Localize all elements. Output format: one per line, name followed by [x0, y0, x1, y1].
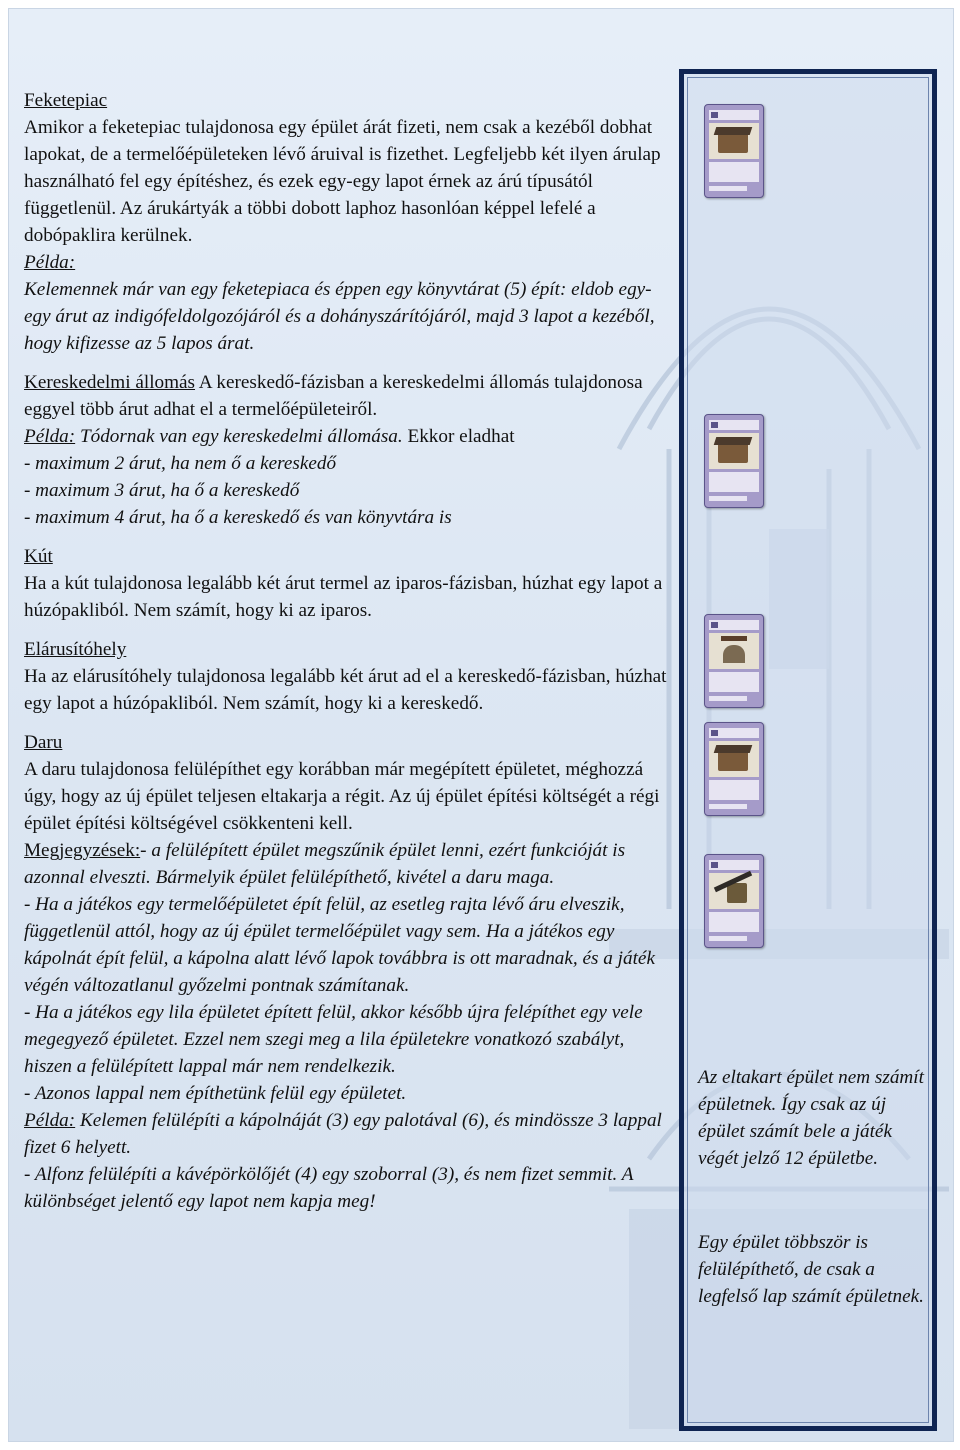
section-spacer — [24, 624, 674, 636]
well-card-icon — [704, 614, 764, 708]
sidebar-panel — [679, 69, 937, 1431]
feketepiac-example-label: Példa: — [24, 252, 76, 273]
kut-body: Ha a kút tulajdonosa legalább két árut termel az iparos-fázisban, húzhat egy lapot a húzópakliból. Nem számít, hogy ki az iparos. — [24, 573, 663, 621]
daru-note-item: - Azonos lappal nem építhetünk felül egy épületet. — [24, 1083, 407, 1104]
sidebar-note-2 — [698, 1229, 930, 1310]
daru-final-note: - Alfonz felülépíti a kávépörkölőjét (4) egy szoborral (3), és nem fizet semmit. A különbséget jelentő egy lapot nem kapja meg! — [24, 1164, 634, 1212]
sidebar-note-1 — [698, 1064, 930, 1172]
daru-note-item: - Ha a játékos egy termelőépületet épít felül, az esetleg rajta lévő áru elveszik, függetlenül attól, hogy az új épület termelőépület vagy sem. Ha a játékos egy kápolnát épít felül, a kápolna alatt lévő lapok továbbra is ott maradnak, és a játék végén változatlanul győzelmi pontnak számítanak. — [24, 894, 655, 996]
section-title-kereskedelmi: Kereskedelmi állomás — [24, 372, 196, 393]
trading-post-card-icon — [704, 414, 764, 508]
section-title-elarusitohely: Elárusítóhely — [24, 639, 127, 660]
sidebar-note-2-text: Egy épület többször is felülépíthető, de csak a legfelső lap számít épületnek. — [698, 1232, 924, 1307]
kereskedelmi-example-after: Ekkor eladhat — [402, 426, 515, 447]
kereskedelmi-list-item: - maximum 4 árut, ha ő a kereskedő és van könyvtára is — [24, 507, 452, 528]
kereskedelmi-list-item: - maximum 3 árut, ha ő a kereskedő — [24, 480, 300, 501]
elarusitohely-body: Ha az elárusítóhely tulajdonosa legalább két árut ad el a kereskedő-fázisban, húzhat egy lapot a húzópakliból. Nem számít, hogy ki a kereskedő. — [24, 666, 667, 714]
kereskedelmi-body: A kereskedő-fázisban a kereskedelmi állomás tulajdonosa eggyel több árut adhat el a termelőépületeiről. — [24, 372, 643, 420]
kereskedelmi-example-text: Tódornak van egy kereskedelmi állomása. — [75, 426, 403, 447]
daru-example-label: Példa: — [24, 1110, 76, 1131]
feketepiac-example-text: Kelemennek már van egy feketepiaca és éppen egy könyvtárat (5) épít: eldob egy-egy árut az indigófeldolgozójáról és a dohányszárítójáról, majd 3 lapot a kezéből, hogy kifizesse az 5 lapos árat. — [24, 279, 655, 354]
section-spacer — [24, 717, 674, 729]
main-text-column — [24, 87, 674, 1215]
page — [8, 8, 954, 1442]
sidebar-note-1-text: Az eltakart épület nem számít épületnek. Így csak az új épület számít bele a játék végét jelző 12 épületbe. — [698, 1067, 924, 1169]
section-title-kut: Kút — [24, 546, 53, 567]
daru-notes-label: Megjegyzések: — [24, 840, 141, 861]
daru-body: A daru tulajdonosa felülépíthet egy korábban már megépített épületet, méghozzá úgy, hogy az új épület teljesen eltakarja a régit. Az új épület építési költségét a régi épület építési költségével csökkenteni kell. — [24, 759, 660, 834]
kereskedelmi-example-label: Példa: — [24, 426, 76, 447]
kereskedelmi-list-item: - maximum 2 árut, ha nem ő a kereskedő — [24, 453, 337, 474]
section-spacer — [24, 357, 674, 369]
daru-example-text: Kelemen felülépíti a kápolnáját (3) egy palotával (6), és mindössze 3 lappal fizet 6 helyett. — [24, 1110, 662, 1158]
section-title-feketepiac: Feketepiac — [24, 90, 108, 111]
section-spacer — [24, 531, 674, 543]
feketepiac-body: Amikor a feketepiac tulajdonosa egy épület árát fizeti, nem csak a kezéből dobhat lapokat, de a termelőépületeken lévő áruival is fizethet. Legfeljebb két ilyen árulap használható fel egy építéshez, és ezek egy-egy lapot érnek az árú típusától függetlenül. Az árukártyák a többi dobott laphoz hasonlóan képpel lefelé a dobópaklira kerülnek. — [24, 117, 661, 246]
crane-card-icon — [704, 854, 764, 948]
daru-note-item: - Ha a játékos egy lila épületet épített felül, akkor később újra felépíthet egy vele megegyező épületet. Ezzel nem szegi meg a lila épületekre vonatkozó szabályt, hiszen a felülépített lappal már nem rendelkezik. — [24, 1002, 643, 1077]
black-market-card-icon — [704, 104, 764, 198]
section-title-daru: Daru — [24, 732, 63, 753]
market-stand-card-icon — [704, 722, 764, 816]
daru-notes-first: - a felülépített épület megszűnik épület lenni, ezért funkcióját is azonnal elveszti. Bármelyik épület felülépíthető, kivétel a daru maga. — [24, 840, 626, 888]
